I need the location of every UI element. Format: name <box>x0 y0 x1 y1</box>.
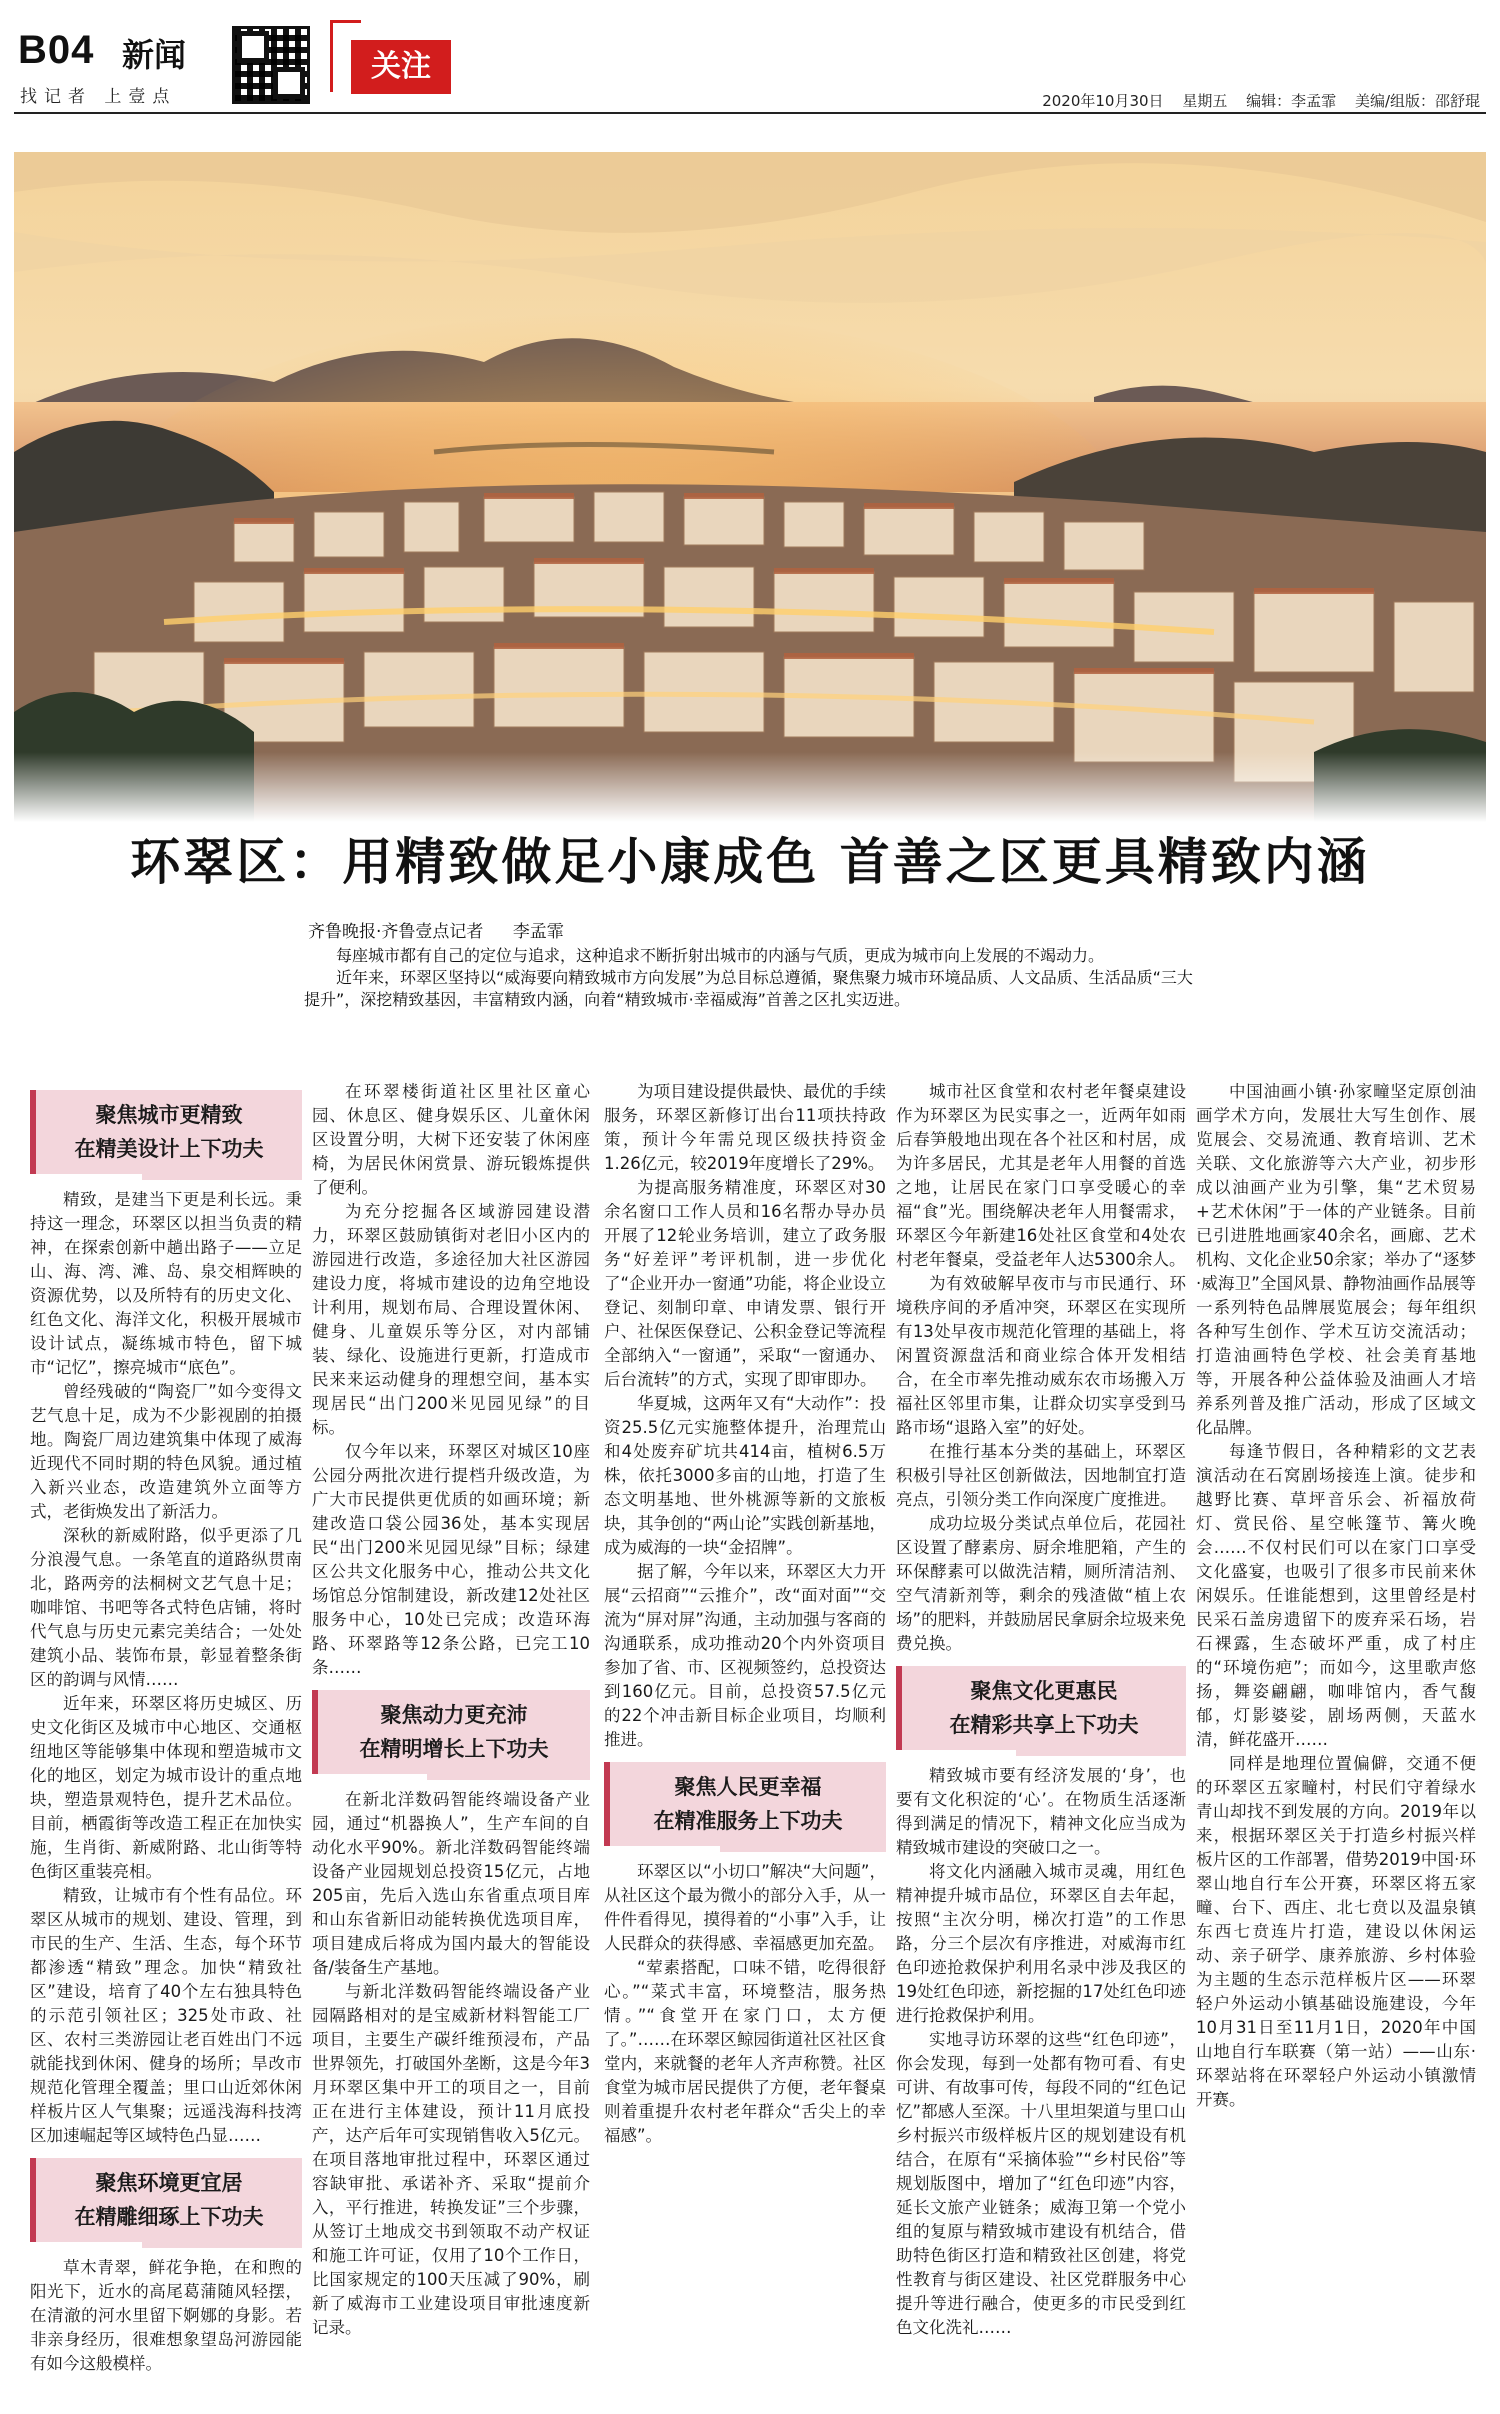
subhead-line-1: 聚焦城市更精致 <box>95 1103 243 1127</box>
body-paragraph: 仅今年以来，环翠区对城区10座公园分两批次进行提档升级改造，为广大市民提供更优质的如画环境；新建改造口袋公园36处，基本实现居民“出门200米见园见绿”目标；绿建区公共文化服务中心，推动公共文化场馆总分馆制建设，新改建12处社区服务中心，10处已完成；改造环海路、环翠路等12条公路，已完工10条…… <box>312 1442 590 1677</box>
header-rule <box>14 112 1486 114</box>
body-paragraph: 为充分挖掘各区域游园建设潜力，环翠区鼓励镇街对老旧小区内的游园进行改造，多途径加大社区游园建设力度，将城市建设的边角空地设计利用，规划布局、合理设置休闲、健身、儿童娱乐等分区，对内部铺装、绿化、设施进行更新，打造成市民来来运动健身的理想空间，基本实现居民“出门200米见园见绿”的目标。 <box>312 1202 590 1437</box>
section-3-subhead <box>312 1690 590 1774</box>
body-paragraph: 华夏城，这两年又有“大动作”：投资25.5亿元实施整体提升，治理荒山和4处废弃矿坑共414亩，植树6.5万株，依托3000多亩的山地，打造了生态文明基地、世外桃源等新的文旅板块，其争创的“两山论”实践创新基地，成为威海的一块“金招牌”。 <box>604 1394 886 1557</box>
section-name: 新闻 <box>122 36 187 74</box>
issue-weekday: 星期五 <box>1182 92 1228 110</box>
body-paragraph: 草木青翠，鲜花争艳，在和煦的阳光下，近水的高尾葛蒲随风轻摆，在清澈的河水里留下婀娜的身影。若非亲身经历，很难想象望岛河游园能有如今这般模样。 <box>30 2258 302 2373</box>
subhead-line-1: 聚焦环境更宜居 <box>95 2171 243 2195</box>
body-paragraph: 精致，让城市有个性有品位。环翠区从城市的规划、建设、管理，到市民的生产、生活、生态，每个环节都渗透“精致”理念。加快“精致社区”建设，培育了40个左右独具特色的示范引领社区；325处市政、社区、农村三类游园让老百姓出门不远就能找到休闲、健身的场所；旱改市规范化管理全覆盖；里口山近郊休闲样板片区人气集聚；远遥浅海科技湾区加速崛起等区域特色凸显…… <box>30 1886 302 2145</box>
body-paragraph: 为项目建设提供最快、最优的手续服务，环翠区新修订出台11项扶持政策，预计今年需兑现区级扶持资金1.26亿元，较2019年度增长了29%。 <box>604 1082 886 1173</box>
column-4 <box>896 1080 1186 2340</box>
body-paragraph: 曾经残破的“陶瓷厂”如今变得文艺气息十足，成为不少影视剧的拍摄地。陶瓷厂周边建筑集中体现了威海近现代不同时期的特色风貌。通过植入新兴业态，改造建筑外立面等方式，老街焕发出了新活力。 <box>30 1382 302 1521</box>
issue-meta <box>1028 90 1480 111</box>
coastal-city-photo <box>14 152 1486 822</box>
byline-outlet: 齐鲁晚报·齐鲁壹点记者 <box>308 922 484 942</box>
body-paragraph: 每逢节假日，各种精彩的文艺表演活动在石窝剧场接连上演。徒步和越野比赛、草坪音乐会、祈福放荷灯、赏民俗、星空帐篷节、篝火晚会……不仅村民们可以在家门口享受文化盛宴，也吸引了很多市民前来休闲娱乐。任谁能想到，这里曾经是村民采石盖房遗留下的废弃采石场，岩石裸露，生态破坏严重，成了村庄的“环境伤疤”；而如今，这里歌声悠扬，舞姿翩翩，咖啡馆内，香气馥郁，灯影婆娑，剧场两侧，天蓝水清，鲜花盛开…… <box>1196 1442 1476 1749</box>
subhead-line-1: 聚焦动力更充沛 <box>380 1703 528 1727</box>
subhead-line-2: 在精美设计上下功夫 <box>74 1137 264 1161</box>
issue-date: 2020年10月30日 <box>1042 92 1164 110</box>
subhead-line-1: 聚焦文化更惠民 <box>970 1679 1118 1703</box>
column-1 <box>30 1080 302 2376</box>
column-3 <box>604 1080 886 2148</box>
issue-editor: 编辑：李孟霏 <box>1246 92 1337 110</box>
body-paragraph: 与新北洋数码智能终端设备产业园隔路相对的是宝威新材料智能工厂项目，主要生产碳纤维预浸布，产品世界领先，打破国外垄断，这是今年3月环翠区集中开工的项目之一，目前正在进行主体建设，预计11月底投产，达产后年可实现销售收入5亿元。在项目落地审批过程中，环翠区通过容缺审批、承诺补齐、采取“提前介入，平行推进，转换发证”三个步骤，从签订土地成交书到领取不动产权证和施工许可证，仅用了10个工作日，比国家规定的100天压减了90%，刷新了威海市工业建设项目审批速度新记录。 <box>312 1982 590 2337</box>
body-paragraph: 成功垃圾分类试点单位后，花园社区设置了酵素房、厨余堆肥箱，产生的环保酵素可以做洗洁精，厕所清洁剂、空气清新剂等，剩余的残渣做“植上农场”的肥料，并鼓励居民拿厨余垃圾来免费兑换。 <box>896 1514 1186 1653</box>
city-dusk-illustration <box>14 152 1486 822</box>
body-paragraph: 在环翠楼街道社区里社区童心园、休息区、健身娱乐区、儿童休闲区设置分明，大树下还安装了休闲座椅，为居民休闲赏景、游玩锻炼提供了便利。 <box>312 1082 590 1197</box>
masthead-slogan: 找记者 上壹点 <box>20 87 177 107</box>
section-4-subhead <box>604 1762 886 1846</box>
byline-author: 李孟霏 <box>512 922 564 942</box>
body-paragraph: “荤素搭配，口味不错，吃得很舒心。”“菜式丰富，环境整洁，服务热情。”“食堂开在家门口，太方便了。”……在环翠区鲸园街道社区社区食堂内，来就餐的老年人齐声称赞。社区食堂为城市居民提供了方便，老年餐桌则着重提升农村老年群众“舌尖上的幸福感”。 <box>604 1958 886 2145</box>
subhead-line-1: 聚焦人民更幸福 <box>674 1775 822 1799</box>
body-paragraph: 在推行基本分类的基础上，环翠区积极引导社区创新做法，因地制宜打造亮点，引领分类工作向深度广度推进。 <box>896 1442 1186 1509</box>
masthead <box>0 0 1500 150</box>
subhead-line-2: 在精雕细琢上下功夫 <box>74 2205 264 2229</box>
body-paragraph: 实地寻访环翠的这些“红色印迹”，你会发现，每到一处都有物可看、有史可讲、有故事可传，每段不同的“红色记忆”都感人至深。十八里坦架道与里口山乡村振兴市级样板片区的规划建设有机结合，在原有“采摘体验”“乡村民俗”等规划版图中，增加了“红色印迹”内容，延长文旅产业链条；威海卫第一个党小组的复原与精致城市建设有机结合，借助特色街区打造和精致社区创建，将党性教育与街区建设、社区党群服务中心提升等进行融合，使更多的市民受到红色文化洗礼…… <box>896 2030 1186 2337</box>
article-lead <box>304 945 1204 1011</box>
subhead-line-2: 在精彩共享上下功夫 <box>949 1713 1139 1737</box>
column-5 <box>1196 1080 1476 2112</box>
body-paragraph: 环翠区以“小切口”解决“大问题”，从社区这个最为微小的部分入手，从一件件看得见，摸得着的“小事”入手，让人民群众的获得感、幸福感更加充盈。 <box>604 1862 886 1953</box>
page-number: B04 <box>18 28 95 72</box>
section-1-subhead <box>30 1090 302 1174</box>
subhead-line-2: 在精准服务上下功夫 <box>653 1809 843 1833</box>
lead-paragraph: 近年来，环翠区坚持以“威海要向精致城市方向发展”为总目标总遵循，聚焦聚力城市环境品质、人文品质、生活品质“三大提升”，深挖精致基因，丰富精致内涵，向着“精致城市·幸福威海”首善之区扎实迈进。 <box>304 968 1193 1009</box>
body-paragraph: 中国油画小镇·孙家疃坚定原创油画学术方向，发展壮大写生创作、展览展会、交易流通、教育培训、艺术关联、文化旅游等六大产业，初步形成以油画产业为引擎，集“艺术贸易+艺术休闲”于一体的产业链条。目前已引进胜地画家40余名，画廊、艺术机构、文化企业50余家；举办了“逐梦·威海卫”全国风景、静物油画作品展等一系列特色品牌展览展会；每年组织各种写生创作、学术互访交流活动；打造油画特色学校、社会美育基地等，开展各种公益体验及油画人才培养系列普及推广活动，形成了区域文化品牌。 <box>1196 1082 1476 1437</box>
body-paragraph: 精致城市要有经济发展的‘身’，也要有文化积淀的‘心’。在物质生活逐渐得到满足的情况下，精神文化应当成为精致城市建设的突破口之一。 <box>896 1766 1186 1857</box>
issue-designer: 美编/组版：邵舒琨 <box>1354 92 1480 110</box>
body-paragraph: 深秋的新威附路，似乎更添了几分浪漫气息。一条笔直的道路纵贯南北，路两旁的法桐树文艺气息十足；咖啡馆、书吧等各式特色店铺，将时代气息与历史元素完美结合；一处处建筑小品、装饰布景，彰显着整条街区的韵调与风情…… <box>30 1526 302 1689</box>
body-paragraph: 据了解，今年以来，环翠区大力开展“云招商”“云推介”，改“面对面”“交流为“屏对屏”沟通，主动加强与客商的沟通联系，成功推动20个内外资项目参加了省、市、区视频签约，总投资达到160亿元。目前，总投资57.5亿元的22个冲击新目标企业项目，均顺利推进。 <box>604 1562 886 1749</box>
subhead-line-2: 在精明增长上下功夫 <box>359 1737 549 1761</box>
body-paragraph: 近年来，环翠区将历史城区、历史文化街区及城市中心地区、交通枢纽地区等能够集中体现和塑造城市文化的地区，划定为城市设计的重点地块，塑造景观特色，提升艺术品位。目前，栖霞街等改造工程正在加快实施，生肖街、新威附路、北山街等特色街区重装亮相。 <box>30 1694 302 1881</box>
body-paragraph: 城市社区食堂和农村老年餐桌建设作为环翠区为民实事之一，近两年如雨后春笋般地出现在各个社区和村居，成为许多居民，尤其是老年人用餐的首选之地，让居民在家门口享受暖心的幸福“食”光。围绕解决老年人用餐需求，环翠区今年新建16处社区食堂和4处农村老年餐桌，受益老年人达5300余人。 <box>896 1082 1186 1269</box>
article-headline: 环翠区：用精致做足小康成色 首善之区更具精致内涵 <box>130 833 1370 891</box>
body-paragraph: 为有效破解早夜市与市民通行、环境秩序间的矛盾冲突，环翠区在实现所有13处早夜市规范化管理的基础上，将闲置资源盘活和商业综合体开发相结合，在全市率先推动威东农市场搬入万福社区邻里市集，让群众切实享受到马路市场“退路入室”的好处。 <box>896 1274 1186 1437</box>
body-paragraph: 同样是地理位置偏僻，交通不便的环翠区五家疃村，村民们守着绿水青山却找不到发展的方向。2019年以来，根据环翠区关于打造乡村振兴样板片区的工作部署，借势2019中国·环翠山地自行车公开赛，环翠区将五家疃、台下、西庄、北七贲以及温泉镇东西七贲连片打造，建设以休闲运动、亲子研学、康养旅游、乡村体验为主题的生态示范样板片区——环翠轻户外运动小镇基础设施建设，今年10月31日至11月1日，2020年中国山地自行车联赛（第一站）——山东·环翠站将在环翠轻户外运动小镇激情开赛。 <box>1196 1754 1476 2109</box>
lead-paragraph: 每座城市都有自己的定位与追求，这种追求不断折射出城市的内涵与气质，更成为城市向上发展的不竭动力。 <box>336 946 1105 965</box>
body-paragraph: 精致，是建当下更是利长远。秉持这一理念，环翠区以担当负责的精神，在探索创新中趟出路子——立足山、海、湾、滩、岛、泉交相辉映的资源优势，以及所特有的历史文化、红色文化、海洋文化，积极开展城市设计试点，凝练城市特色，留下城市“记忆”，擦亮城市“底色”。 <box>30 1190 302 1377</box>
column-2 <box>312 1080 590 2340</box>
article-byline <box>308 917 564 942</box>
section-5-subhead <box>896 1666 1186 1750</box>
section-tag-frame <box>330 20 450 92</box>
qr-code-icon <box>232 26 310 104</box>
section-tag: 关注 <box>351 40 451 94</box>
body-paragraph: 将文化内涵融入城市灵魂，用红色精神提升城市品位，环翠区自去年起，按照“主次分明，梯次打造”的工作思路，分三个层次有序推进，对威海市红色印迹抢救保护利用名录中涉及我区的19处红色印迹，新挖掘的17处红色印迹进行抢救保护利用。 <box>896 1862 1186 2025</box>
section-2-subhead <box>30 2158 302 2242</box>
body-paragraph: 在新北洋数码智能终端设备产业园，通过“机器换人”，生产车间的自动化水平90%。新北洋数码智能终端设备产业园规划总投资15亿元，占地205亩，先后入选山东省重点项目库和山东省新旧动能转换优选项目库，项目建成后将成为国内最大的智能设备/装备生产基地。 <box>312 1790 590 1977</box>
body-paragraph: 为提高服务精准度，环翠区对30余名窗口工作人员和16名帮办导办员开展了12轮业务培训，建立了政务服务“好差评”考评机制，进一步优化了“企业开办一窗通”功能，将企业设立登记、刻制印章、申请发票、银行开户、社保医保登记、公积金登记等流程全部纳入“一窗通”，采取“一窗通办、后台流转”的方式，实现了即审即办。 <box>604 1178 886 1389</box>
